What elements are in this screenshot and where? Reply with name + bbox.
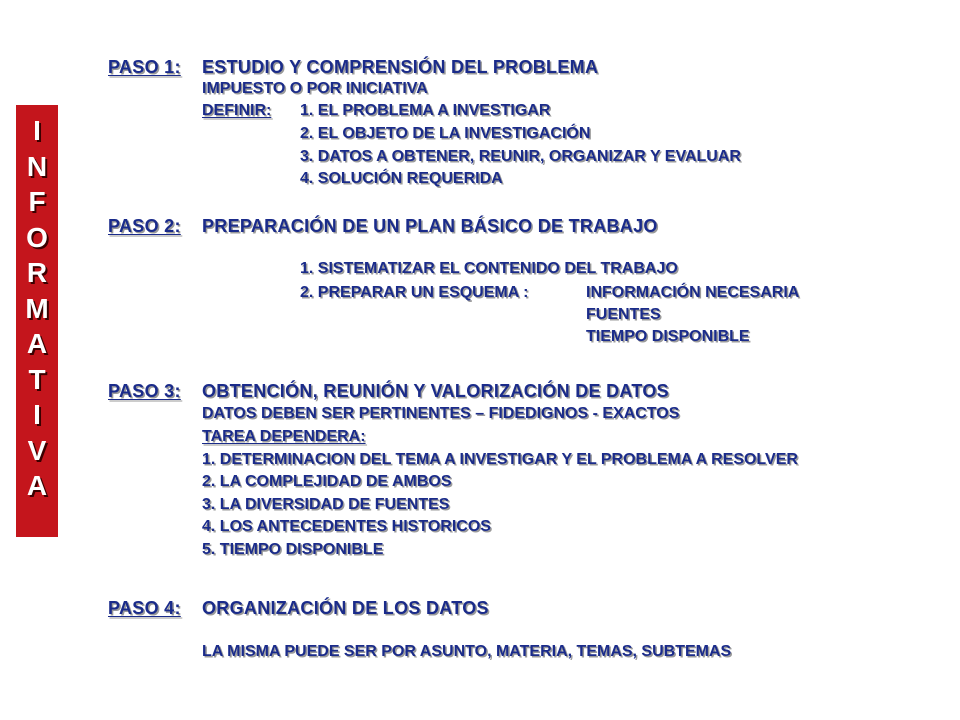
paso-1-item: 3. DATOS A OBTENER, REUNIR, ORGANIZAR Y EVALUAR <box>300 148 741 165</box>
paso-3-item: 2. LA COMPLEJIDAD DE AMBOS <box>202 473 452 490</box>
banner-letter: T <box>28 363 46 395</box>
paso-2-label: PASO 2: <box>108 216 181 236</box>
paso-1-title: ESTUDIO Y COMPRENSIÓN DEL PROBLEMA <box>202 57 599 77</box>
paso-4-title: ORGANIZACIÓN DE LOS DATOS <box>202 598 489 618</box>
paso-3-item: 5. TIEMPO DISPONIBLE <box>202 541 384 558</box>
paso-2-item: 2. PREPARAR UN ESQUEMA : <box>300 284 529 301</box>
paso-4-label: PASO 4: <box>108 598 181 618</box>
paso-1-item: 4. SOLUCIÓN REQUERIDA <box>300 170 503 187</box>
paso-1-item: 2. EL OBJETO DE LA INVESTIGACIÓN <box>300 125 591 142</box>
paso-3-item: 4. LOS ANTECEDENTES HISTORICOS <box>202 518 491 535</box>
paso-4-line: LA MISMA PUEDE SER POR ASUNTO, MATERIA, TEMAS, SUBTEMAS <box>202 643 732 660</box>
paso-3-item: 1. DETERMINACION DEL TEMA A INVESTIGAR Y EL PROBLEMA A RESOLVER <box>202 451 798 468</box>
paso-3-line: DATOS DEBEN SER PERTINENTES – FIDEDIGNOS - EXACTOS <box>202 405 680 422</box>
banner-letter: F <box>28 186 46 217</box>
banner-letter: O <box>26 221 48 253</box>
paso-3-label: PASO 3: <box>108 381 181 401</box>
paso-3-item: 3. LA DIVERSIDAD DE FUENTES <box>202 496 450 513</box>
banner-letter: M <box>25 292 49 324</box>
definir-label: DEFINIR: <box>202 102 272 119</box>
paso-2-title: PREPARACIÓN DE UN PLAN BÁSICO DE TRABAJO <box>202 216 658 236</box>
tarea-label: TAREA DEPENDERA: <box>202 428 366 445</box>
banner-letter: A <box>26 328 48 359</box>
esquema-subitem: INFORMACIÓN NECESARIA <box>586 284 800 301</box>
banner-letter: V <box>27 434 47 466</box>
esquema-subitem: TIEMPO DISPONIBLE <box>586 328 750 345</box>
banner-letter: R <box>26 257 48 288</box>
vertical-banner-informativa <box>16 105 58 537</box>
paso-2-item: 1. SISTEMATIZAR EL CONTENIDO DEL TRABAJO <box>300 260 678 277</box>
paso-3-title: OBTENCIÓN, REUNIÓN Y VALORIZACIÓN DE DATOS <box>202 381 669 401</box>
paso-1-item: 1. EL PROBLEMA A INVESTIGAR <box>300 102 551 119</box>
banner-letter: I <box>33 399 41 430</box>
banner-letter: N <box>26 150 48 182</box>
banner-letter: A <box>26 470 48 501</box>
esquema-subitem: FUENTES <box>586 306 661 323</box>
paso-1-line: IMPUESTO O POR INICIATIVA <box>202 80 428 97</box>
banner-letter: I <box>33 115 41 146</box>
paso-1-label: PASO 1: <box>108 57 181 77</box>
